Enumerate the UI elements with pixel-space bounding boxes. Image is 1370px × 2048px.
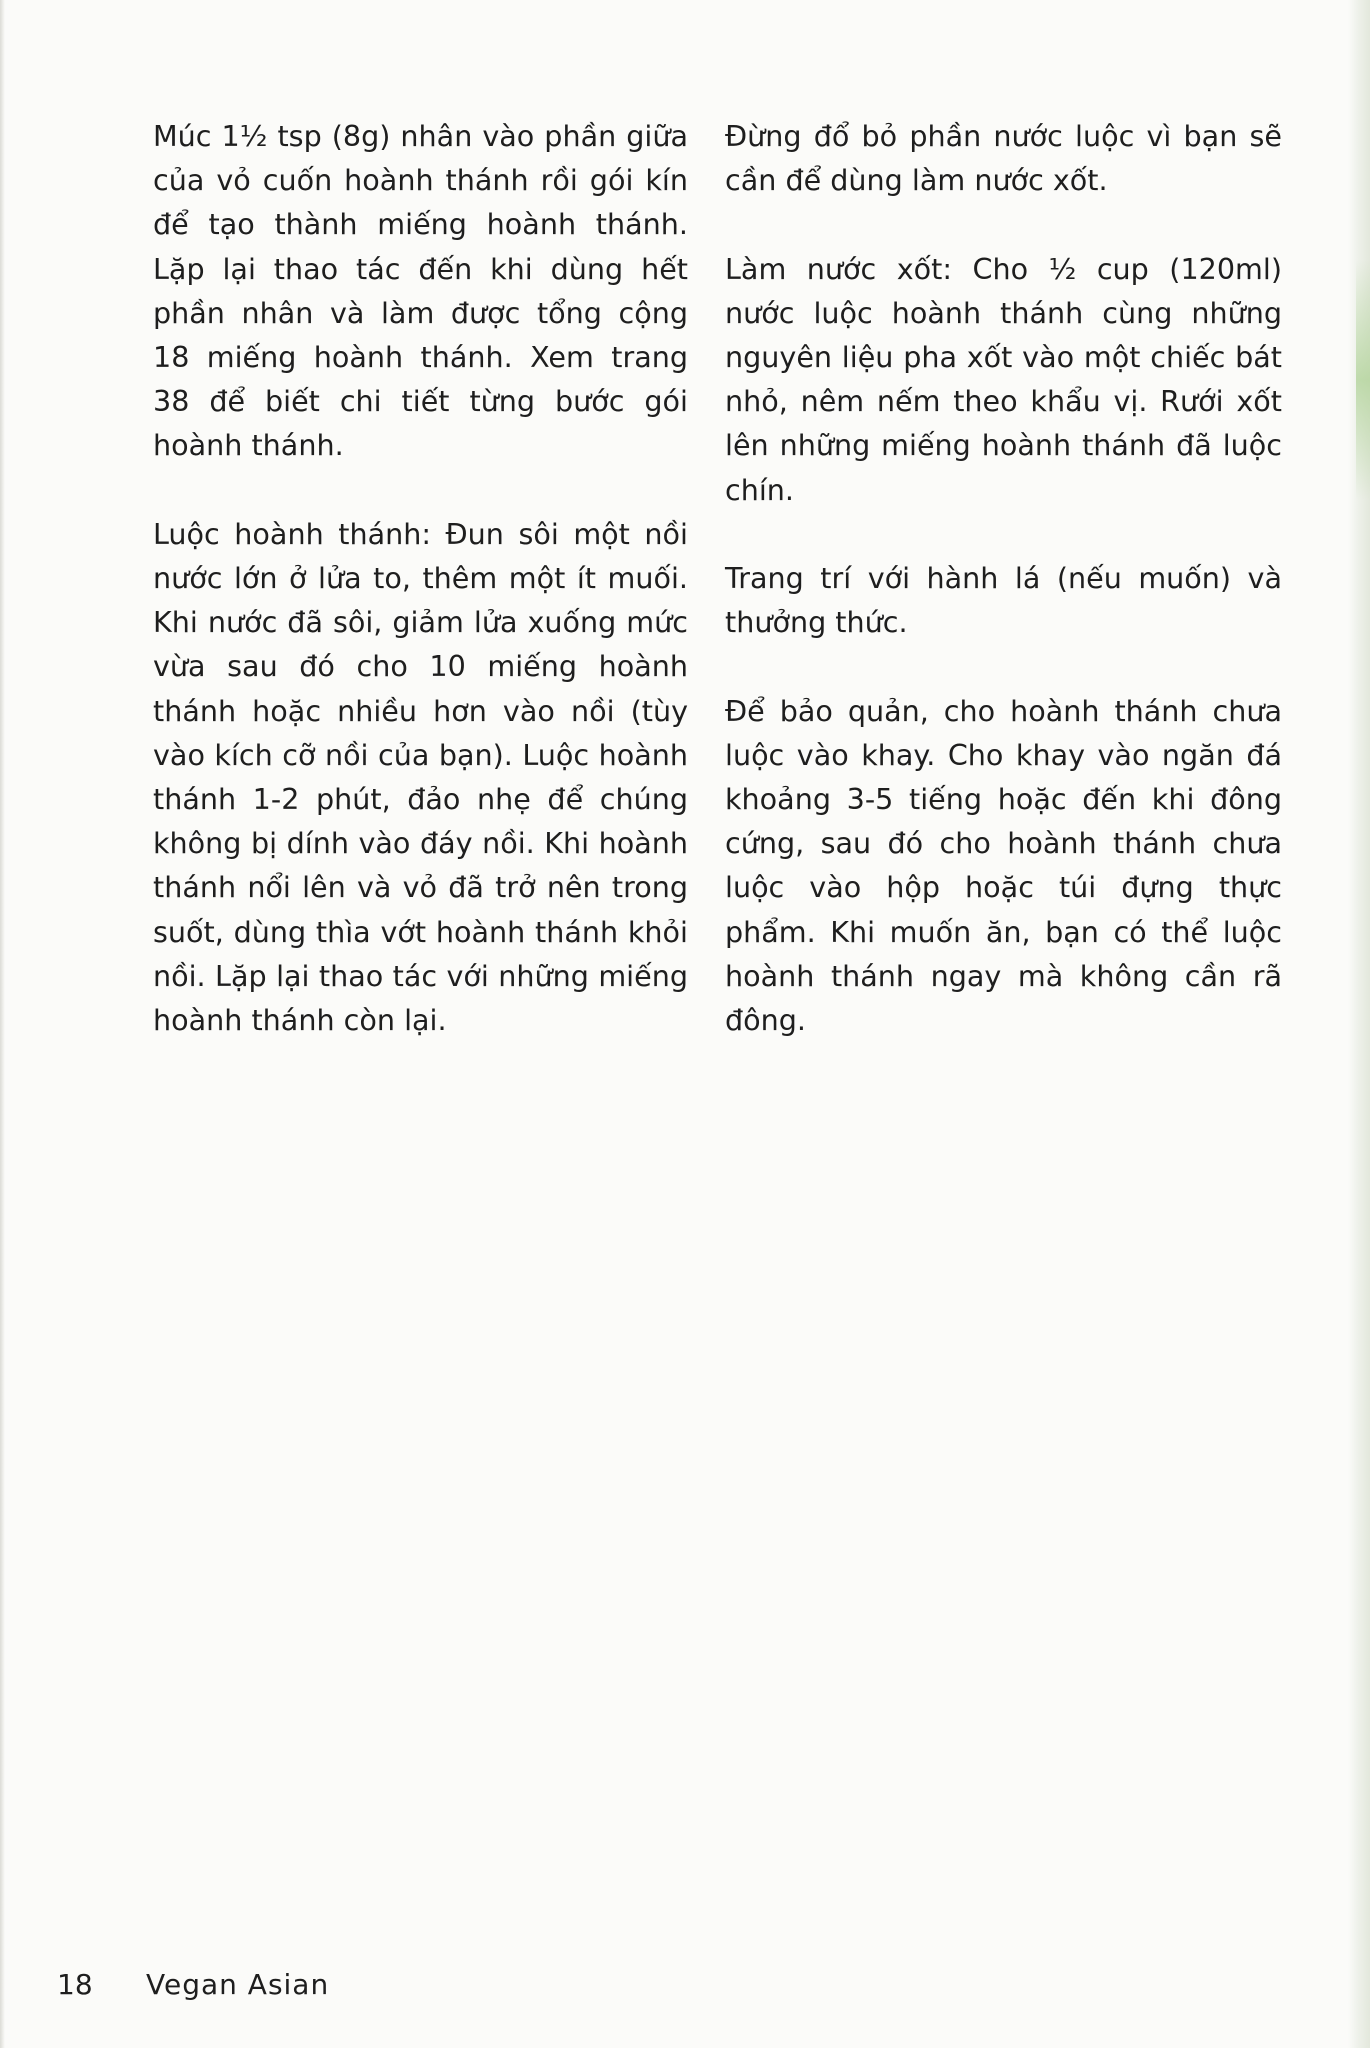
paragraph-garnish: Trang trí với hành lá (nếu muốn) và thưởng thức. [725, 561, 1282, 640]
right-text-column [725, 114, 1282, 1086]
paragraph-filling-instructions: Múc 1½ tsp (8g) nhân vào phần giữa của vỏ cuốn hoành thánh rồi gói kín để tạo thành miếng hoành thánh. Lặp lại thao tác đến khi dùng hết phần nhân và làm được tổng cộng 18 miếng hoành thánh. Xem trang 38 để biết chi tiết từng bước gói hoành thánh. [153, 119, 688, 463]
running-footer-book-title: Vegan Asian [146, 1968, 330, 2001]
left-text-column [153, 114, 688, 1086]
page-edge-color-bleed [1356, 260, 1370, 500]
paragraph-sauce-instructions: Làm nước xốt: Cho ½ cup (120ml) nước luộc hoành thánh cùng những nguyên liệu pha xốt vào một chiếc bát nhỏ, nêm nếm theo khẩu vị. Rưới xốt lên những miếng hoành thánh đã luộc chín. [725, 251, 1282, 507]
paragraph-keep-broth: Đừng đổ bỏ phần nước luộc vì bạn sẽ cần để dùng làm nước xốt. [725, 119, 1282, 198]
paragraph-boiling-instructions: Luộc hoành thánh: Đun sôi một nồi nước lớn ở lửa to, thêm một ít muối. Khi nước đã sôi, giảm lửa xuống mức vừa sau đó cho 10 miếng hoành thánh hoặc nhiều hơn vào nồi (tùy vào kích cỡ nồi của bạn). Luộc hoành thánh 1-2 phút, đảo nhẹ để chúng không bị dính vào đáy nồi. Khi hoành thánh nổi lên và vỏ đã trở nên trong suốt, dùng thìa vớt hoành thánh khỏi nồi. Lặp lại thao tác với những miếng hoành thánh còn lại. [153, 516, 688, 1038]
paragraph-storage: Để bảo quản, cho hoành thánh chưa luộc vào khay. Cho khay vào ngăn đá khoảng 3-5 tiếng hoặc đến khi đông cứng, sau đó cho hoành thánh chưa luộc vào hộp hoặc túi đựng thực phẩm. Khi muốn ăn, bạn có thể luộc hoành thánh ngay mà không cần rã đông. [725, 693, 1282, 1038]
page-number: 18 [57, 1968, 93, 2001]
page-left-edge-shadow [0, 0, 5, 2048]
